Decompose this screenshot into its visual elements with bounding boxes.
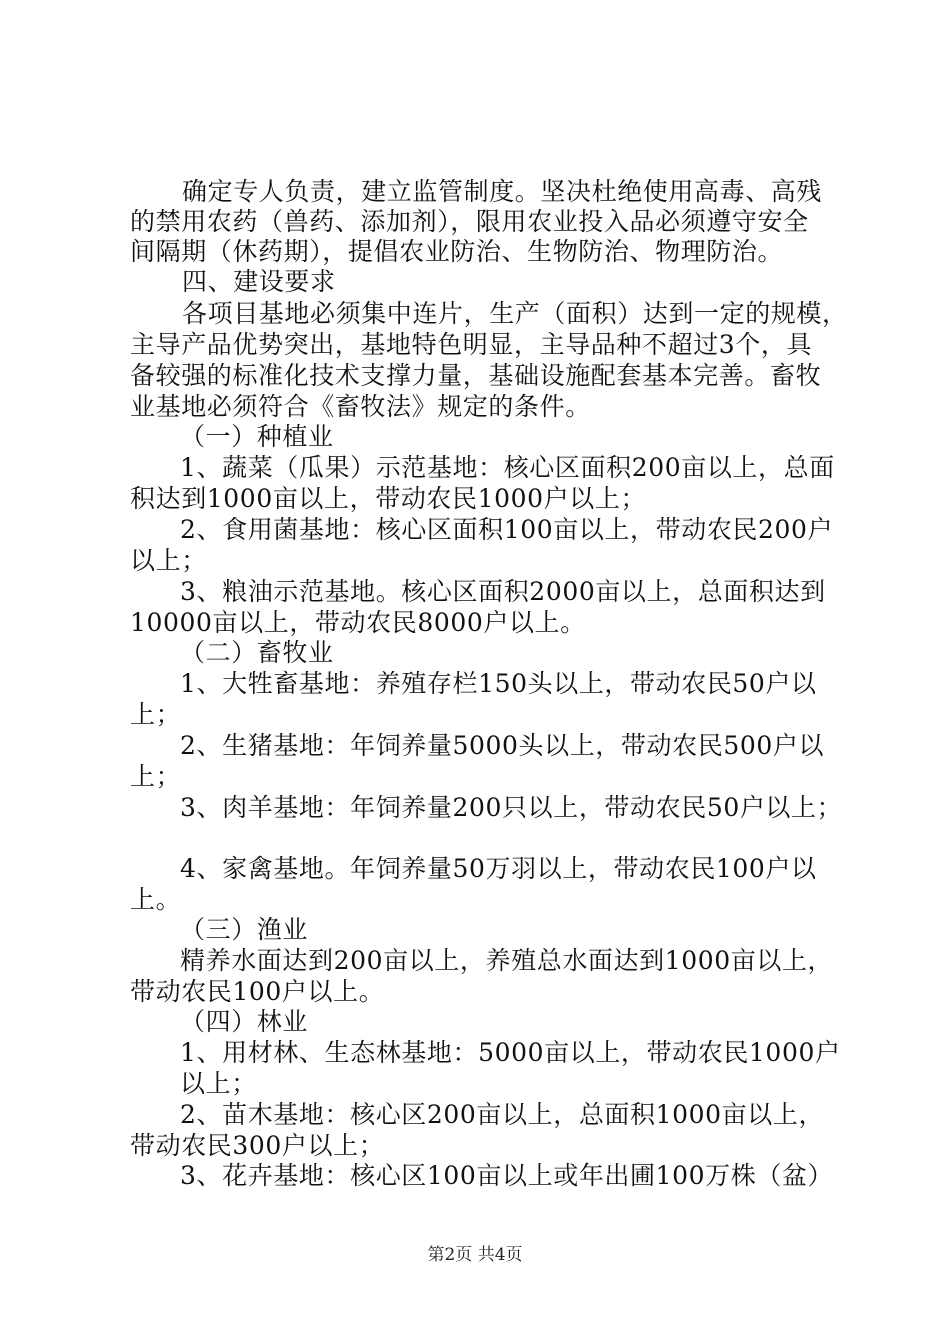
list-item-continuation: 上； [130, 700, 182, 729]
paragraph-line: 精养水面达到200亩以上，养殖总水面达到1000亩以上， [180, 946, 834, 975]
paragraph-line: 各项目基地必须集中连片，生产（面积）达到一定的规模， [182, 299, 848, 328]
paragraph-line: 的禁用农药（兽药、添加剂），限用农业投入品必须遵守安全 [130, 207, 809, 236]
list-item: 4、家禽基地。年饲养量50万羽以上，带动农民100户以 [180, 854, 817, 883]
page-footer: 第2页 共4页 [427, 1245, 523, 1265]
list-item-continuation: 以上； [130, 546, 207, 575]
list-item: 2、食用菌基地：核心区面积100亩以上，带动农民200户 [180, 515, 834, 544]
list-item-continuation: 10000亩以上，带动农民8000户以上。 [130, 608, 586, 637]
list-item-continuation: 带动农民300户以上； [130, 1131, 385, 1160]
paragraph-line: 备较强的标准化技术支撑力量，基础设施配套基本完善。畜牧 [130, 361, 822, 390]
list-item: 2、苗木基地：核心区200亩以上，总面积1000亩以上， [180, 1100, 825, 1129]
list-item-continuation: 积达到1000亩以上，带动农民1000户以上； [130, 484, 647, 513]
list-item: 1、蔬菜（瓜果）示范基地：核心区面积200亩以上，总面 [180, 453, 835, 482]
paragraph-line: 业基地必须符合《畜牧法》规定的条件。 [130, 392, 591, 421]
list-item: 3、肉羊基地：年饲养量200只以上，带动农民50户以上； [180, 793, 843, 822]
list-item: 3、粮油示范基地。核心区面积2000亩以上，总面积达到 [180, 577, 826, 606]
list-item: 1、用材林、生态林基地：5000亩以上，带动农民1000户 [180, 1038, 841, 1067]
list-item-continuation: 以上； [180, 1069, 257, 1098]
paragraph-line: 间隔期（休药期），提倡农业防治、生物防治、物理防治。 [130, 237, 784, 266]
subsection-heading: （四）林业 [180, 1007, 309, 1036]
list-item: 2、生猪基地：年饲养量5000头以上，带动农民500户以 [180, 731, 825, 760]
paragraph-line: 带动农民100户以上。 [130, 977, 385, 1006]
subsection-heading: （二）畜牧业 [180, 638, 334, 667]
list-item: 3、花卉基地：核心区100亩以上或年出圃100万株（盆） [180, 1161, 834, 1190]
list-item-continuation: 上。 [130, 885, 182, 914]
section-heading: 四、建设要求 [182, 267, 336, 296]
subsection-heading: （一）种植业 [180, 422, 334, 451]
list-item: 1、大牲畜基地：养殖存栏150头以上，带动农民50户以 [180, 669, 817, 698]
paragraph-line: 主导产品优势突出，基地特色明显，主导品种不超过3个，具 [130, 330, 813, 359]
list-item-continuation: 上； [130, 762, 182, 791]
paragraph-line: 确定专人负责，建立监管制度。坚决杜绝使用高毒、高残 [182, 177, 823, 206]
subsection-heading: （三）渔业 [180, 915, 309, 944]
